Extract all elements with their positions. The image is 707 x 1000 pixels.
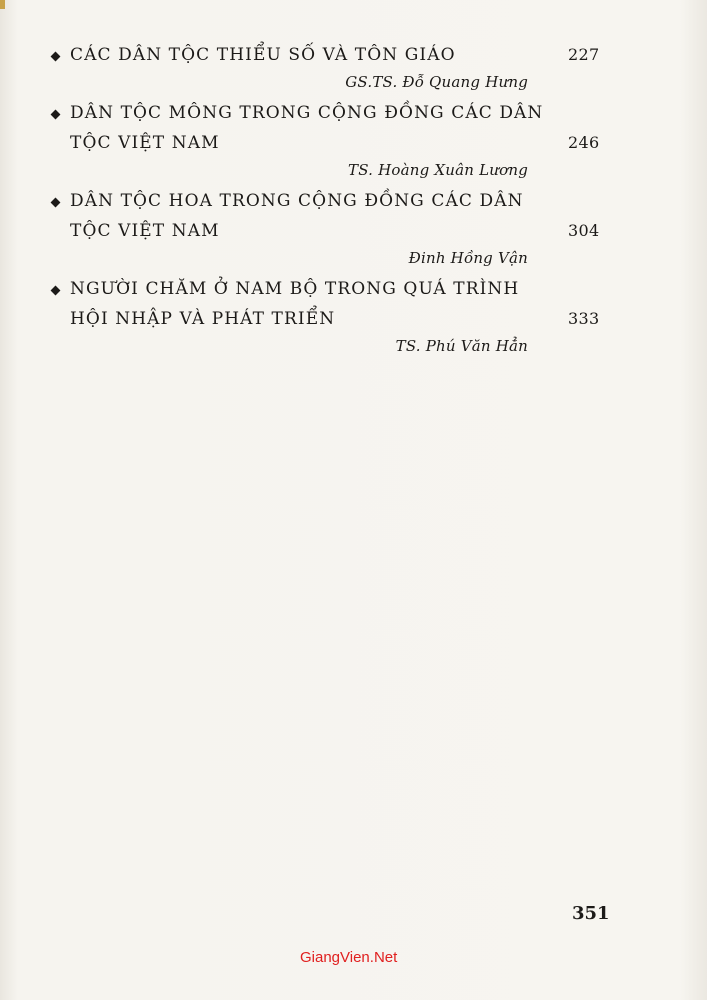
toc-author: TS. Phú Văn Hẳn bbox=[395, 337, 528, 355]
toc-author: Đinh Hồng Vận bbox=[408, 249, 528, 267]
toc-title-continued: HỘI NHẬP VÀ PHÁT TRIỂN bbox=[70, 309, 336, 329]
toc-title-continued: TỘC VIỆT NAM bbox=[70, 221, 220, 241]
toc-title-continued: TỘC VIỆT NAM bbox=[70, 133, 220, 153]
toc-page-number: 333 bbox=[568, 309, 600, 328]
toc-line bbox=[52, 274, 612, 304]
page-edge-mark bbox=[0, 0, 5, 9]
toc-entry bbox=[52, 40, 612, 98]
toc-page-number: 304 bbox=[568, 221, 600, 240]
toc-title: DÂN TỘC HOA TRONG CỘNG ĐỒNG CÁC DÂN bbox=[70, 191, 524, 211]
toc-line bbox=[52, 186, 612, 216]
diamond-bullet-icon bbox=[51, 286, 61, 296]
page-number: 351 bbox=[572, 903, 610, 924]
toc-author: TS. Hoàng Xuân Lương bbox=[348, 161, 528, 179]
toc-entry bbox=[52, 98, 612, 186]
toc-title: NGƯỜI CHĂM Ở NAM BỘ TRONG QUÁ TRÌNH bbox=[70, 279, 520, 299]
toc-line bbox=[52, 40, 612, 70]
toc-entry bbox=[52, 274, 612, 362]
toc-page-number: 246 bbox=[568, 133, 600, 152]
toc-author: GS.TS. Đỗ Quang Hưng bbox=[345, 73, 528, 91]
diamond-bullet-icon bbox=[51, 198, 61, 208]
table-of-contents bbox=[52, 40, 612, 362]
toc-entry bbox=[52, 186, 612, 274]
watermark-text: GiangVien.Net bbox=[300, 949, 398, 966]
diamond-bullet-icon bbox=[51, 52, 61, 62]
toc-line bbox=[52, 128, 612, 158]
toc-line bbox=[52, 98, 612, 128]
toc-line bbox=[52, 304, 612, 334]
toc-title: CÁC DÂN TỘC THIỂU SỐ VÀ TÔN GIÁO bbox=[70, 45, 456, 65]
diamond-bullet-icon bbox=[51, 110, 61, 120]
toc-line bbox=[52, 216, 612, 246]
toc-title: DÂN TỘC MÔNG TRONG CỘNG ĐỒNG CÁC DÂN bbox=[70, 103, 544, 123]
toc-page-number: 227 bbox=[568, 45, 600, 64]
